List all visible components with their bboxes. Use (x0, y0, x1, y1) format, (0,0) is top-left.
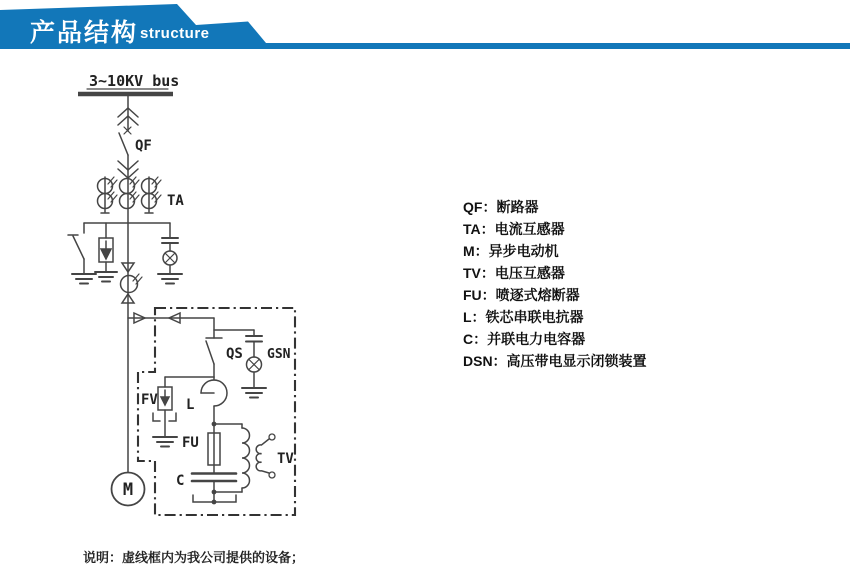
legend-item-ta: TA：电流互感器 (463, 221, 565, 237)
page-subtitle: structure (140, 25, 210, 42)
qs-disconnector-symbol (206, 318, 222, 377)
qf-label: QF (135, 138, 152, 154)
surge-arrester-symbol (95, 223, 117, 282)
legend-item-fu: FU：喷逐式熔断器 (463, 287, 580, 303)
legend-item-dsn: DSN：高压带电显示闭锁装置 (463, 353, 647, 369)
fuse-fu-symbol (208, 424, 220, 473)
truck-frame-bracket (193, 492, 236, 504)
note-text: 说明：虚线框内为我公司提供的设备； (83, 550, 305, 565)
c-label: C (176, 473, 185, 489)
tv-label: TV (277, 451, 294, 467)
legend (463, 196, 647, 372)
legend-item-qf: QF：断路器 (463, 199, 539, 215)
dashed-equipment-box (138, 308, 295, 515)
metering-ct-symbol (121, 274, 143, 293)
legend-item-m: M：异步电动机 (463, 243, 559, 259)
legend-item-l: L：铁芯串联电抗器 (463, 309, 584, 325)
circuit-breaker-qf-symbol (119, 127, 131, 155)
bus-bar (78, 72, 179, 94)
gsn-label: GSN (267, 347, 291, 362)
live-display-lamp-symbol (158, 223, 182, 284)
fu-label: FU (182, 435, 199, 451)
m-label: M (122, 480, 134, 500)
earthing-switch-symbol (68, 223, 96, 284)
ta-current-transformers-symbol (98, 177, 162, 213)
gsn-indicator-symbol (214, 330, 266, 398)
bus-label: 3~10KV bus (89, 72, 180, 90)
fv-label: FV (141, 392, 158, 408)
legend-item-tv: TV：电压互感器 (463, 265, 565, 281)
reactor-l-symbol (201, 377, 227, 426)
cabinet-entry-line (128, 313, 214, 323)
page-title: 产品结构 (30, 19, 139, 47)
l-label: L (186, 397, 195, 413)
ta-label: TA (167, 193, 184, 209)
legend-item-c: C：并联电力电容器 (463, 331, 586, 347)
qs-label: QS (226, 346, 243, 362)
